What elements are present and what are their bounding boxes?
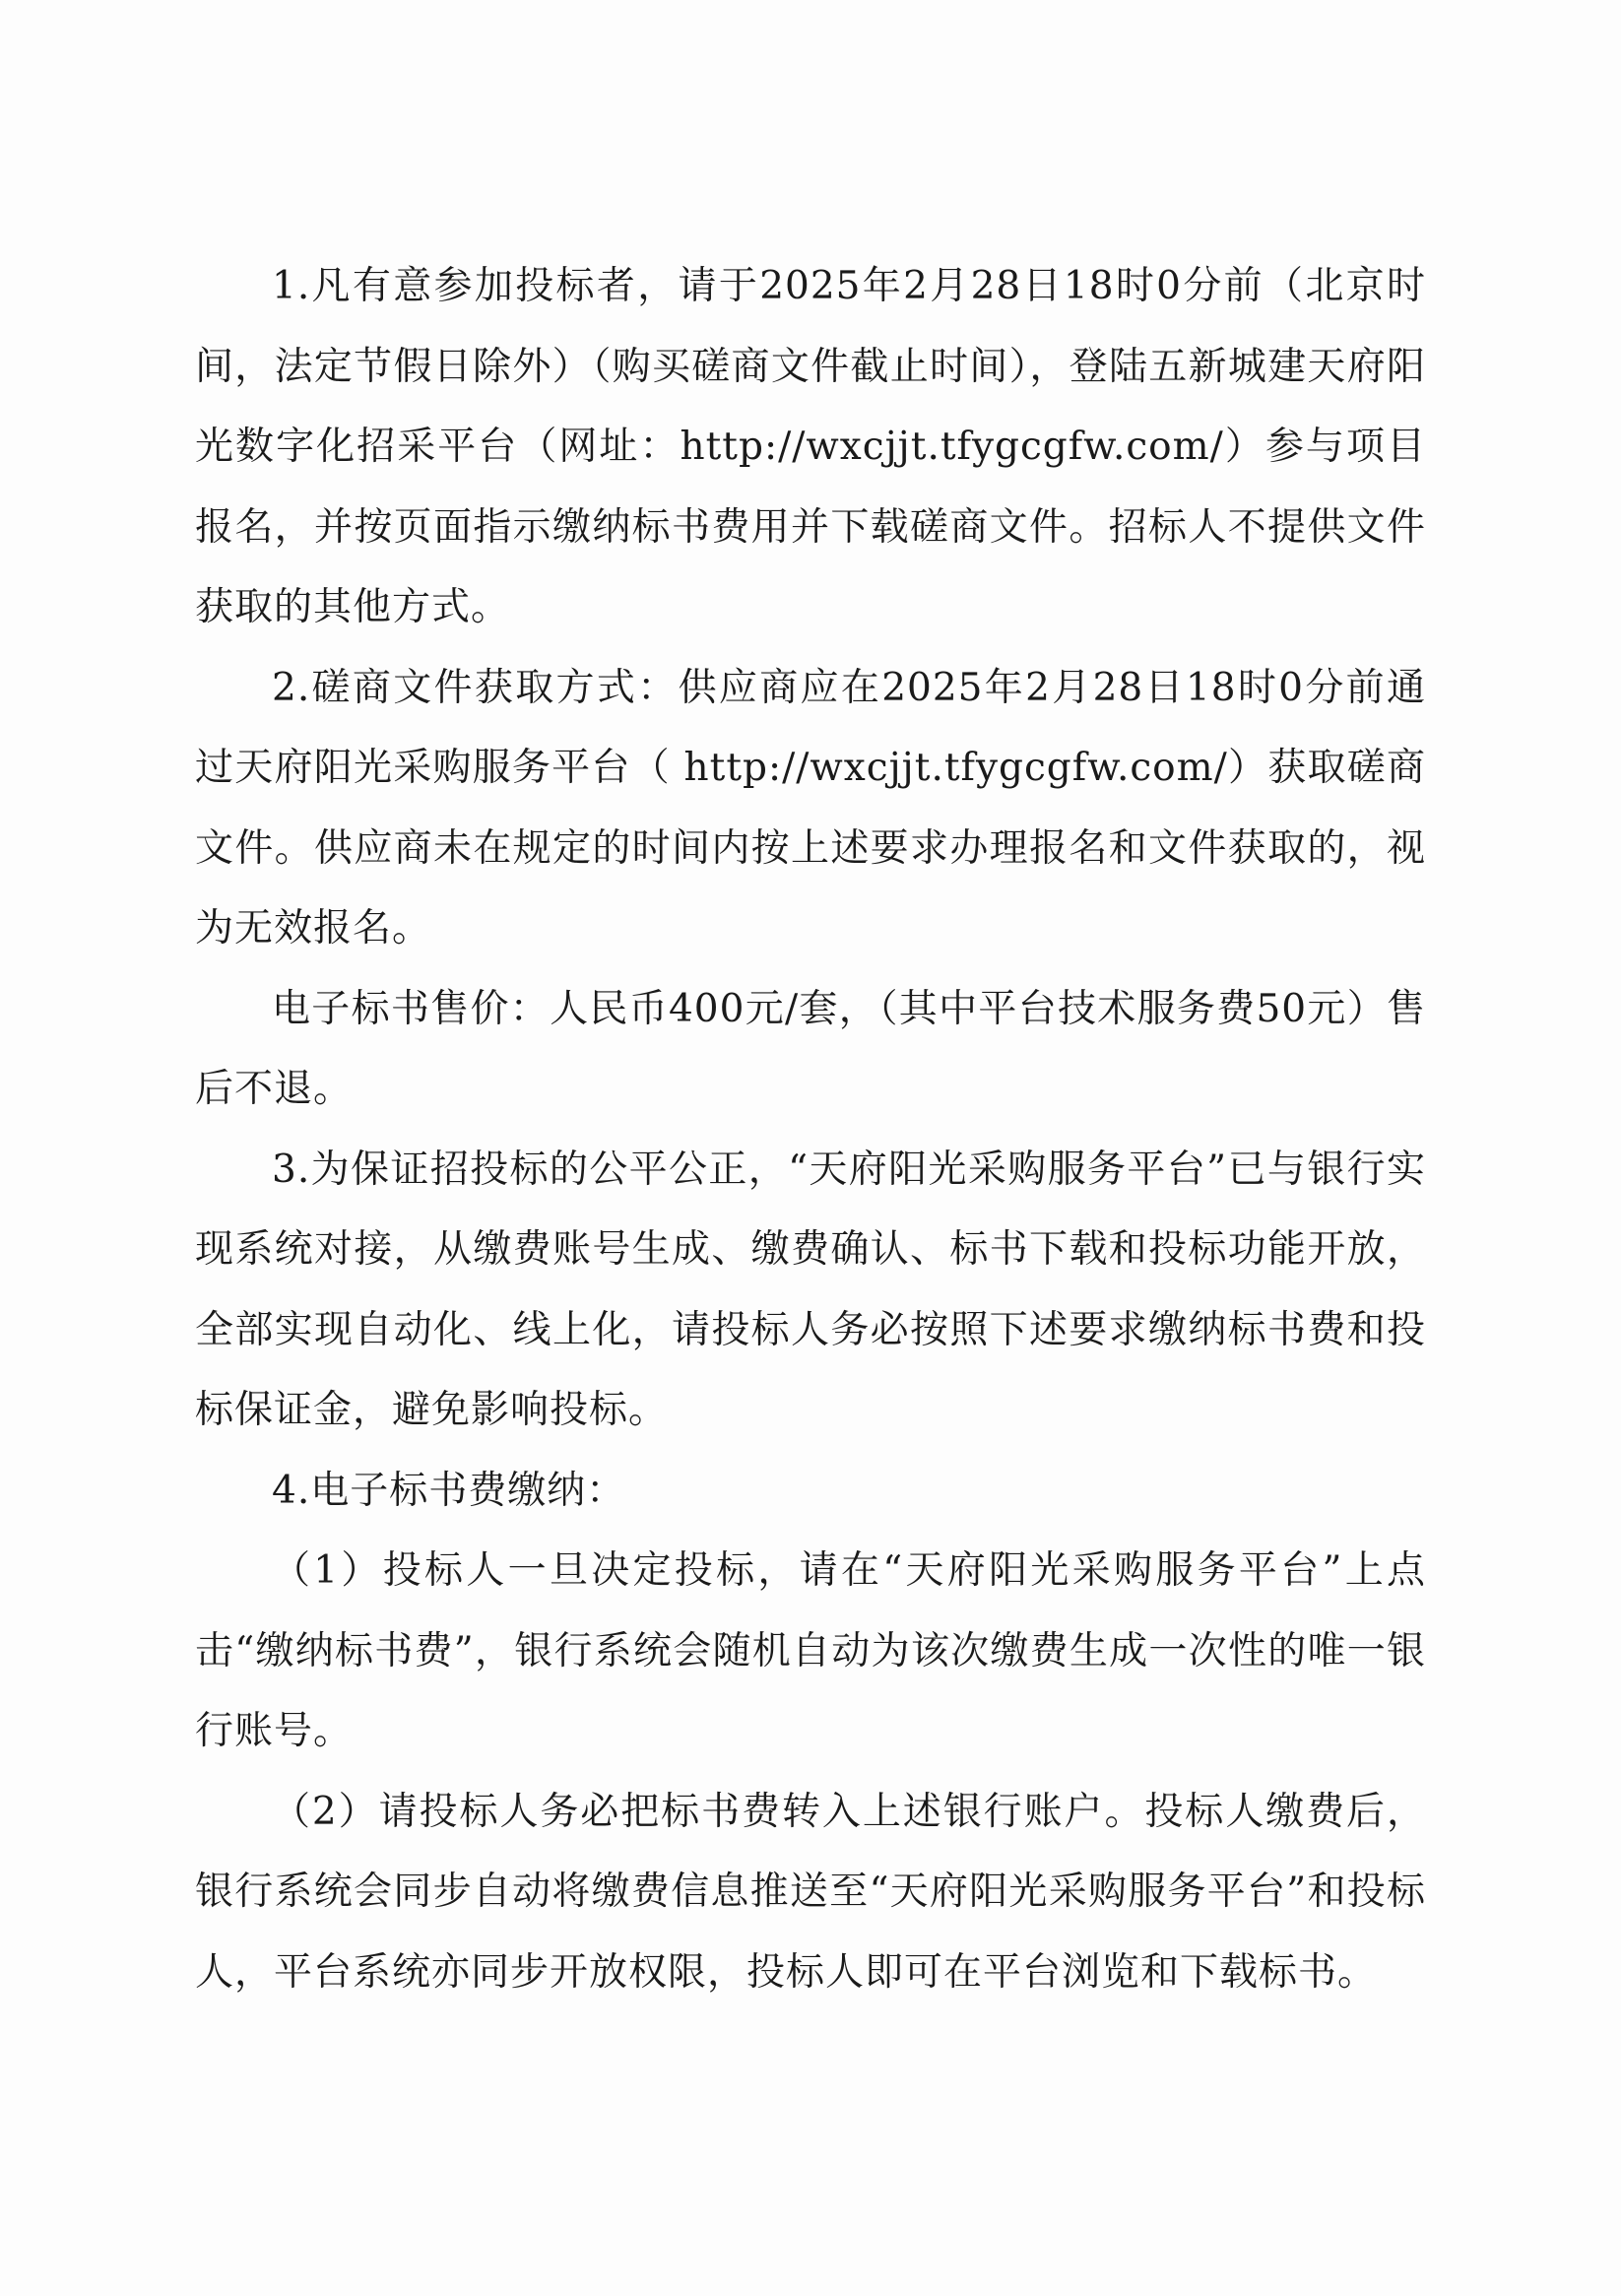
document-body xyxy=(195,246,1426,2012)
paragraph-2-document-acquisition: 2.磋商文件获取方式：供应商应在2025年2月28日18时0分前通过天府阳光采购服务平台（ http://wxcjjt.tfygcgfw.com/）获取磋商文件。供应商未在规定的时间内按上述要求办理报名和文件获取的，视为无效报名。 xyxy=(195,665,1426,951)
paragraph-4-2-transfer: （2）请投标人务必把标书费转入上述银行账户。投标人缴费后，银行系统会同步自动将缴费信息推送至“天府阳光采购服务平台”和投标人，平台系统亦同步开放权限，投标人即可在平台浏览和下载标书。 xyxy=(195,1789,1426,1995)
paragraph-1-registration: 1.凡有意参加投标者，请于2025年2月28日18时0分前（北京时间，法定节假日除外）（购买磋商文件截止时间），登陆五新城建天府阳光数字化招采平台（网址：http://wxcjjt.tfygcgfw.com/）参与项目报名，并按页面指示缴纳标书费用并下载磋商文件。招标人不提供文件获取的其他方式。 xyxy=(195,264,1426,629)
paragraph-price: 电子标书售价：人民币400元/套，（其中平台技术服务费50元）售后不退。 xyxy=(195,986,1426,1111)
paragraph-4-1-bank-account: （1）投标人一旦决定投标，请在“天府阳光采购服务平台”上点击“缴纳标书费”，银行系统会随机自动为该次缴费生成一次性的唯一银行账号。 xyxy=(195,1548,1426,1753)
paragraph-3-fairness: 3.为保证招投标的公平公正，“天府阳光采购服务平台”已与银行实现系统对接，从缴费账号生成、缴费确认、标书下载和投标功能开放，全部实现自动化、线上化，请投标人务必按照下述要求缴纳标书费和投标保证金，避免影响投标。 xyxy=(195,1147,1426,1432)
paragraph-4-fee-payment-heading: 4.电子标书费缴纳： xyxy=(272,1468,626,1513)
